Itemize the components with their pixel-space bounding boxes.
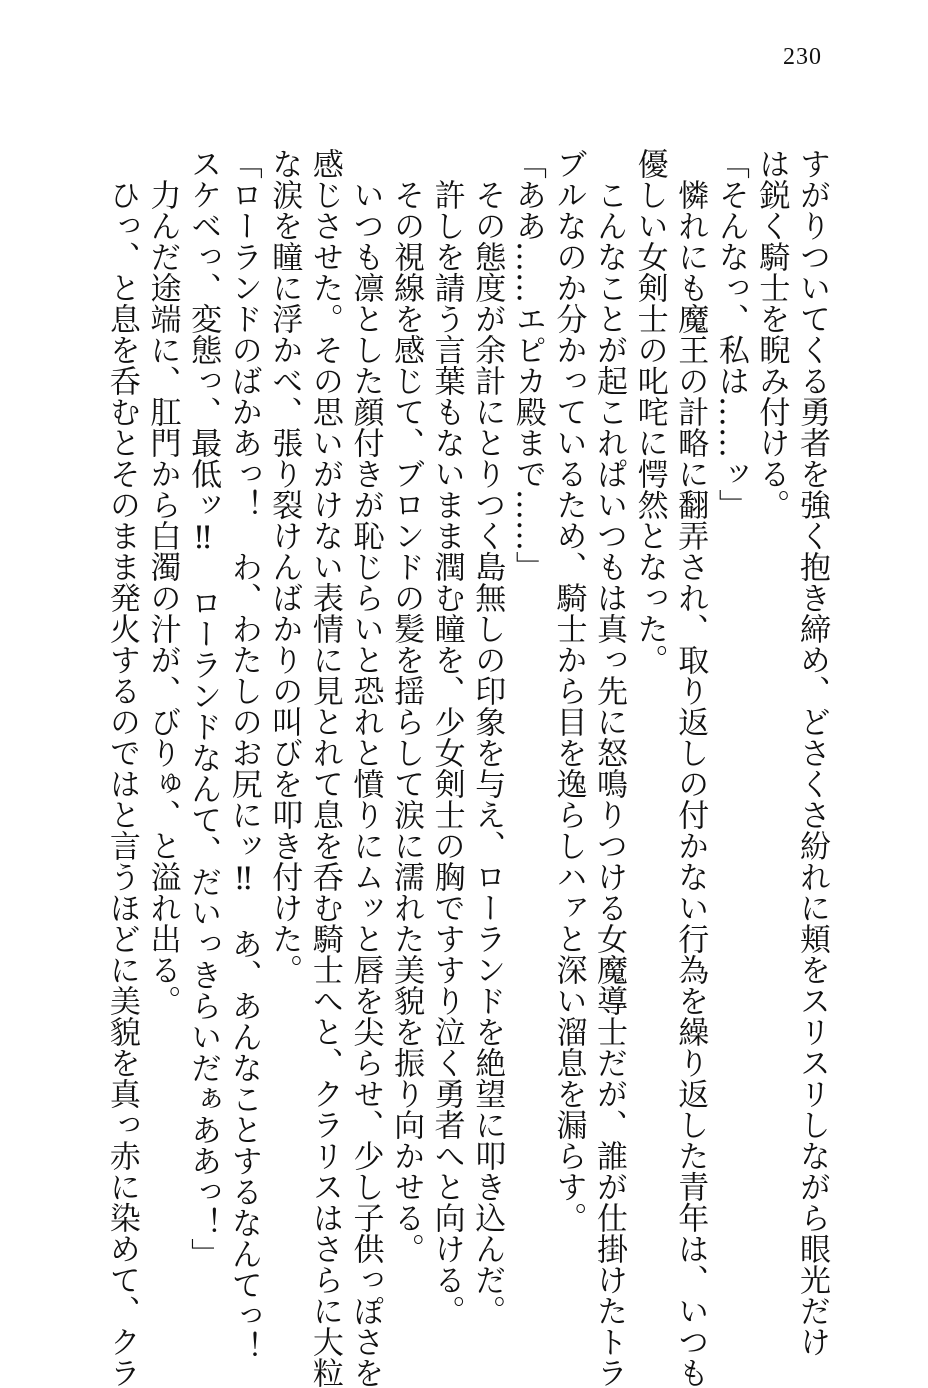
text-line: 感じさせた。その思いがけない表情に見とれて息を呑む騎士へと、クラリスはさらに大粒 (306, 148, 343, 1388)
text-line: は鋭く騎士を睨み付ける。 (753, 148, 790, 520)
text-line: いつも凛とした顔付きが恥じらいと恐れと憤りにムッと唇を尖らせ、少し子供っぽさを (347, 148, 384, 1388)
body-text (101, 148, 832, 1388)
text-line: ひっ、と息を呑むとそのまま発火するのではと言うほどに美貌を真っ赤に染めて、クラ (103, 148, 140, 1388)
text-line: 優しい女剣士の叱咤に愕然となった。 (631, 148, 668, 675)
page-number: 230 (783, 44, 822, 70)
text-line: 「そんなっ、私は……ッ」 (712, 148, 749, 520)
text-line: こんなことが起これぱいつもは真っ先に怒鳴りつける女魔導士だが、誰が仕掛けたトラ (591, 148, 628, 1388)
text-line: 力んだ途端に、肛門から白濁の汁が、びりゅ、と溢れ出る。 (144, 148, 181, 1016)
text-line: その視線を感じて、ブロンドの髪を揺らして涙に濡れた美貌を振り向かせる。 (388, 148, 425, 1264)
text-line: すがりついてくる勇者を強く抱き締め、どさくさ紛れに頬をスリスリしながら眼光だけ (794, 148, 830, 1357)
text-line: 許しを請う言葉もないまま潤む瞳を、少女剣士の胸ですすり泣く勇者へと向ける。 (428, 148, 465, 1326)
text-line: スケベっ、変態っ、最低ッ‼ ローランドなんて、だいっきらいだぁああっ！」 (185, 148, 222, 1269)
text-line: な涙を瞳に浮かべ、張り裂けんばかりの叫びを叩き付けた。 (266, 148, 303, 985)
text-line: ブルなのか分かっているため、騎士から目を逸らしハァと深い溜息を漏らす。 (550, 148, 587, 1233)
text-line: その態度が余計にとりつく島無しの印象を与え、ローランドを絶望に叩き込んだ。 (469, 148, 506, 1326)
text-line: 「ああ……エピカ殿まで……」 (509, 148, 546, 582)
text-line: 憐れにも魔王の計略に翻弄され、取り返しの付かない行為を繰り返した青年は、いつも (672, 148, 709, 1388)
text-line: 「ローランドのばかあっ！ わ、わたしのお尻にッ‼ あ、あんなことするなんてっ！ (225, 148, 262, 1362)
